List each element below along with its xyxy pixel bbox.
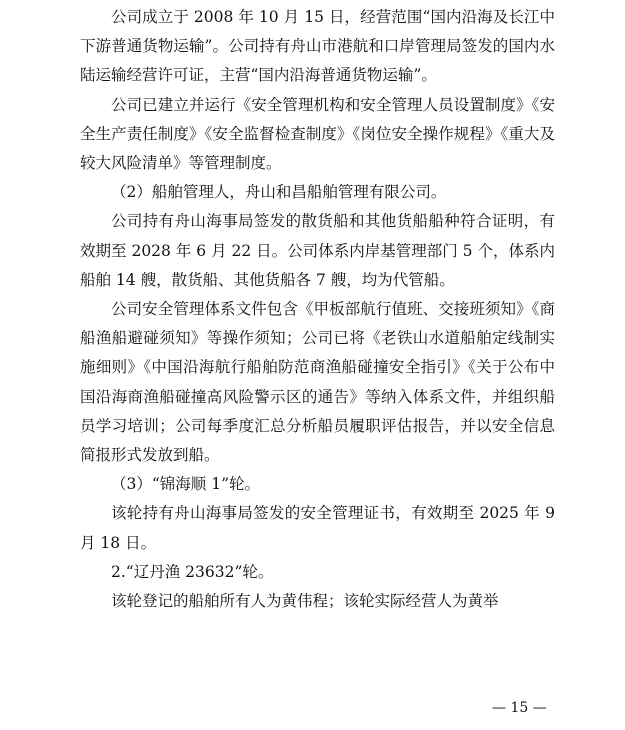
body-text (80, 3, 555, 616)
paragraph-safety-documents: 公司安全管理体系文件包含《甲板部航行值班、交接班须知》《商船渔船避碰须知》等操作须知；公司已将《老铁山水道船舶定线制实施细则》《中国沿海航行船舶防范商渔船碰撞安全指引》《关于公布中国沿海商渔船碰撞高风险警示区的通告》等纳入体系文件，并组织船员学习培训；公司每季度汇总分析船员履职评估报告，并以安全信息简报形式发放到船。 (80, 300, 555, 465)
paragraph-ship-manager-heading: （2）船舶管理人，舟山和昌船舶管理有限公司。 (111, 183, 447, 202)
paragraph-company-founding: 公司成立于 2008 年 10 月 15 日，经营范围“国内沿海及长江中下游普通货物运输”。公司持有舟山市港航和口岸管理局签发的国内水陆运输经营许可证，主营“国内沿海普通货物运输”。 (80, 8, 555, 85)
paragraph-management-systems: 公司已建立并运行《安全管理机构和安全管理人员设置制度》《安全生产责任制度》《安全监督检查制度》《岗位安全操作规程》《重大及较大风险清单》等管理制度。 (80, 95, 555, 173)
paragraph-second-vessel-heading: 2.“辽丹渔 23632”轮。 (111, 562, 274, 581)
page-number: — 15 — (492, 700, 547, 716)
paragraph-vessel-certificate: 该轮持有舟山海事局签发的安全管理证书，有效期至 2025 年 9 月 18 日。 (80, 504, 555, 552)
paragraph-owner-info: 该轮登记的船舶所有人为黄伟程；该轮实际经营人为黄举 (111, 592, 499, 611)
paragraph-ship-manager-certificate: 公司持有舟山海事局签发的散货船和其他货船船种符合证明，有效期至 2028 年 6 月 22 日。公司体系内岸基管理部门 5 个，体系内船舶 14 艘，散货船、其他货船各 7 艘，均为代管船。 (80, 212, 555, 289)
paragraph-vessel-heading: （3）“锦海顺 1”轮。 (111, 475, 260, 494)
